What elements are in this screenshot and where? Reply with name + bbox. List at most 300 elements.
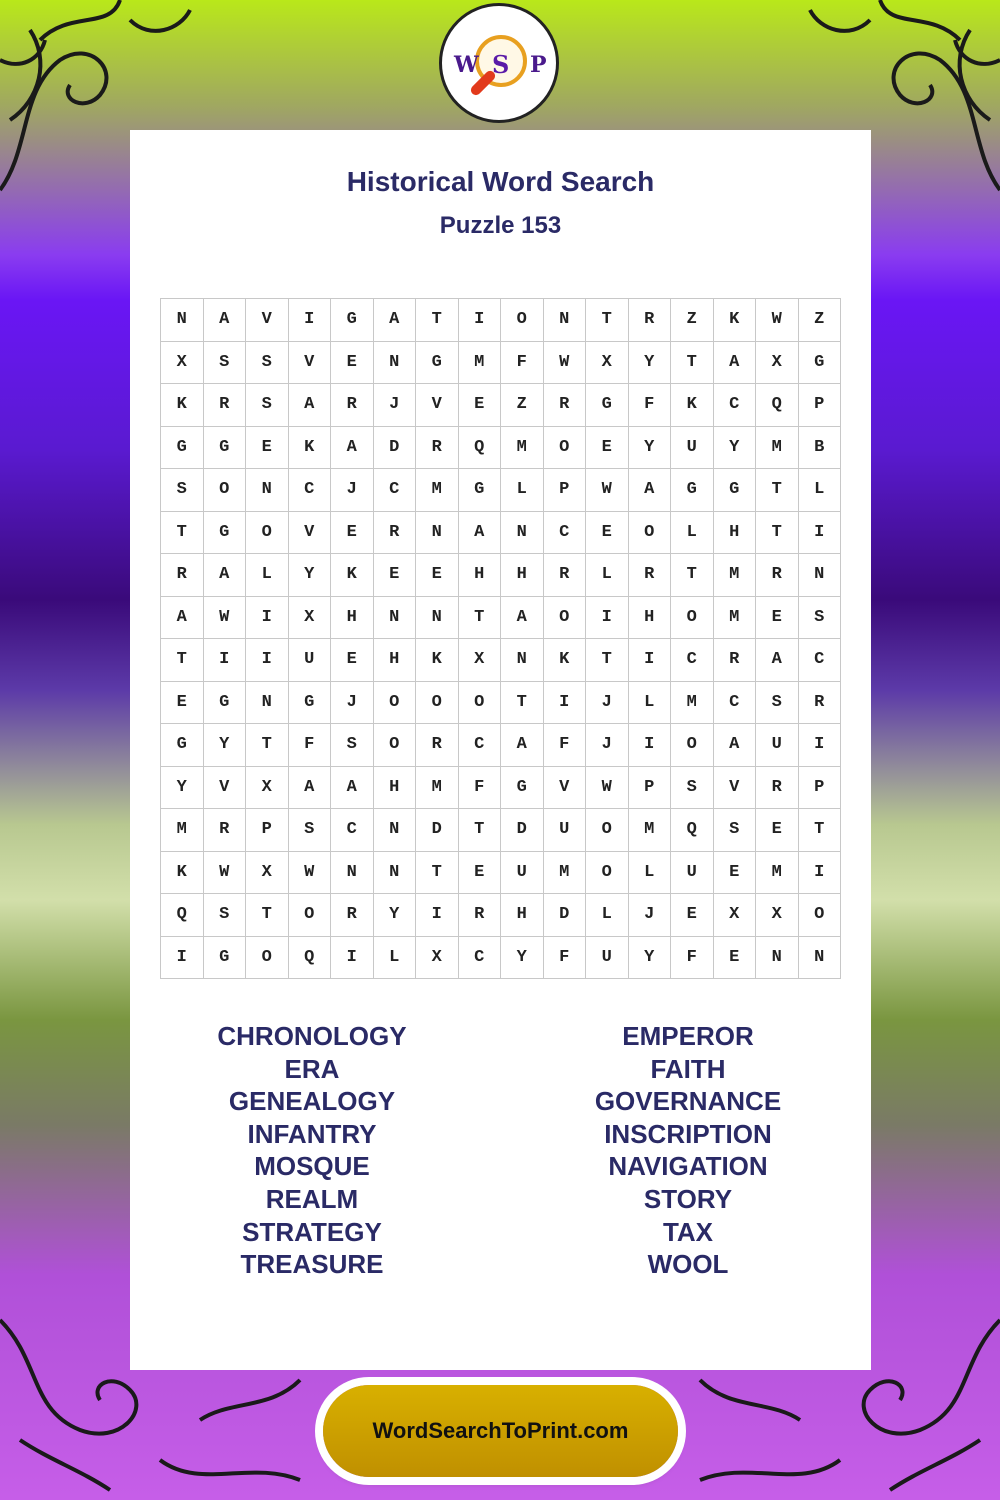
grid-cell[interactable]: T [161,511,204,554]
grid-cell[interactable]: R [713,639,756,682]
grid-cell[interactable]: D [373,426,416,469]
grid-cell[interactable]: N [246,469,289,512]
grid-cell[interactable]: F [288,724,331,767]
grid-cell[interactable]: O [458,681,501,724]
grid-cell[interactable]: R [416,724,459,767]
grid-cell[interactable]: X [586,341,629,384]
grid-cell[interactable]: T [501,681,544,724]
grid-cell[interactable]: T [586,639,629,682]
grid-cell[interactable]: P [543,469,586,512]
grid-cell[interactable]: H [501,894,544,937]
grid-cell[interactable]: Y [628,426,671,469]
word-list-item: GENEALOGY [228,1086,396,1117]
grid-cell[interactable]: P [246,809,289,852]
website-button[interactable] [323,1385,678,1477]
grid-cell[interactable]: M [458,341,501,384]
grid-cell[interactable]: S [246,341,289,384]
word-list-item: INFANTRY [247,1118,377,1149]
grid-cell[interactable]: G [501,766,544,809]
grid-cell[interactable]: I [288,299,331,342]
grid-row [161,341,841,384]
word-list-left [162,1020,462,1281]
grid-cell[interactable]: S [288,809,331,852]
grid-row [161,384,841,427]
grid-cell[interactable]: O [543,426,586,469]
grid-cell[interactable]: A [713,341,756,384]
grid-cell[interactable]: J [331,469,374,512]
grid-cell[interactable]: F [501,341,544,384]
grid-cell[interactable]: U [288,639,331,682]
grid-cell[interactable]: U [586,936,629,979]
grid-cell[interactable]: Q [756,384,799,427]
grid-cell[interactable]: T [756,469,799,512]
grid-cell[interactable]: M [756,851,799,894]
grid-cell[interactable]: J [586,681,629,724]
word-list-item: REALM [265,1183,359,1214]
grid-cell[interactable]: T [416,299,459,342]
grid-cell[interactable]: O [373,681,416,724]
grid-cell[interactable]: E [331,341,374,384]
grid-cell[interactable]: R [161,554,204,597]
grid-cell[interactable]: O [416,681,459,724]
word-list-item: ERA [284,1053,340,1084]
grid-cell[interactable]: D [543,894,586,937]
puzzle-card [130,130,871,1370]
grid-cell[interactable]: U [501,851,544,894]
grid-cell[interactable]: L [628,851,671,894]
grid-cell[interactable]: G [203,511,246,554]
grid-cell[interactable]: S [713,809,756,852]
grid-cell[interactable]: G [203,681,246,724]
grid-cell[interactable]: X [246,851,289,894]
grid-cell[interactable]: B [798,426,841,469]
grid-cell[interactable]: N [798,936,841,979]
grid-cell[interactable]: X [756,894,799,937]
grid-cell[interactable]: T [586,299,629,342]
grid-cell[interactable]: A [331,766,374,809]
grid-cell[interactable]: Y [713,426,756,469]
grid-cell[interactable]: A [458,511,501,554]
grid-cell[interactable]: I [586,596,629,639]
word-list-item: TAX [662,1216,714,1247]
grid-cell[interactable]: I [203,639,246,682]
grid-cell[interactable]: C [331,809,374,852]
grid-cell[interactable]: E [373,554,416,597]
grid-cell[interactable]: N [501,639,544,682]
grid-cell[interactable]: V [713,766,756,809]
grid-cell[interactable]: R [373,511,416,554]
grid-cell[interactable]: P [798,766,841,809]
grid-cell[interactable]: M [671,681,714,724]
grid-cell[interactable]: E [586,511,629,554]
word-list-item: GOVERNANCE [594,1086,782,1117]
grid-cell[interactable]: X [288,596,331,639]
grid-cell[interactable]: Y [288,554,331,597]
grid-cell[interactable]: F [671,936,714,979]
grid-cell[interactable]: J [628,894,671,937]
grid-cell[interactable]: I [543,681,586,724]
grid-cell[interactable]: L [798,469,841,512]
grid-row [161,511,841,554]
grid-cell[interactable]: E [713,936,756,979]
grid-cell[interactable]: C [288,469,331,512]
grid-cell[interactable]: N [373,809,416,852]
grid-cell[interactable]: K [671,384,714,427]
grid-cell[interactable]: T [671,554,714,597]
grid-cell[interactable]: K [161,384,204,427]
grid-cell[interactable]: I [628,724,671,767]
word-list-item: CHRONOLOGY [217,1021,407,1051]
grid-cell[interactable]: C [458,724,501,767]
puzzle-number: Puzzle 153 [439,212,562,239]
grid-cell[interactable]: U [543,809,586,852]
grid-cell[interactable]: R [203,384,246,427]
grid-cell[interactable]: R [203,809,246,852]
logo-letter-s: S [492,50,510,79]
grid-cell[interactable]: X [161,341,204,384]
grid-cell[interactable]: E [671,894,714,937]
grid-cell[interactable]: S [798,596,841,639]
grid-row [161,681,841,724]
grid-cell[interactable]: I [798,851,841,894]
grid-cell[interactable]: S [331,724,374,767]
grid-cell[interactable]: E [416,554,459,597]
grid-cell[interactable]: T [798,809,841,852]
grid-cell[interactable]: Y [161,766,204,809]
grid-cell[interactable]: W [203,851,246,894]
grid-cell[interactable]: L [586,894,629,937]
grid-cell[interactable]: S [203,341,246,384]
grid-cell[interactable]: T [416,851,459,894]
grid-cell[interactable]: Y [203,724,246,767]
word-list-right [538,1020,838,1281]
grid-cell[interactable]: C [373,469,416,512]
grid-cell[interactable]: T [246,724,289,767]
grid-cell[interactable]: L [671,511,714,554]
grid-cell[interactable]: I [161,936,204,979]
grid-cell[interactable]: O [586,809,629,852]
grid-cell[interactable]: Q [161,894,204,937]
grid-cell[interactable]: V [416,384,459,427]
grid-cell[interactable]: N [416,596,459,639]
grid-cell[interactable]: R [798,681,841,724]
grid-row [161,639,841,682]
page-title: Historical Word Search [346,166,655,197]
grid-cell[interactable]: A [161,596,204,639]
grid-cell[interactable]: A [373,299,416,342]
grid-cell[interactable]: H [628,596,671,639]
grid-cell[interactable]: V [203,766,246,809]
grid-cell[interactable]: V [543,766,586,809]
grid-cell[interactable]: N [798,554,841,597]
grid-cell[interactable]: G [671,469,714,512]
grid-cell[interactable]: R [458,894,501,937]
grid-cell[interactable]: R [331,384,374,427]
grid-cell[interactable]: X [713,894,756,937]
logo-letter-w: W [454,52,479,78]
grid-cell[interactable]: Y [373,894,416,937]
grid-cell[interactable]: O [203,469,246,512]
grid-cell[interactable]: N [373,596,416,639]
grid-cell[interactable]: N [501,511,544,554]
word-list-item: WOOL [647,1249,729,1280]
grid-cell[interactable]: O [373,724,416,767]
grid-row [161,894,841,937]
grid-row [161,809,841,852]
grid-cell[interactable]: L [628,681,671,724]
grid-cell[interactable]: C [798,639,841,682]
grid-cell[interactable]: J [586,724,629,767]
grid-cell[interactable]: O [246,511,289,554]
grid-cell[interactable]: L [246,554,289,597]
grid-cell[interactable]: I [246,596,289,639]
grid-cell[interactable]: W [288,851,331,894]
grid-cell[interactable]: M [756,426,799,469]
word-list-item: STORY [643,1183,733,1214]
grid-cell[interactable]: W [586,766,629,809]
grid-cell[interactable]: R [628,299,671,342]
grid-cell[interactable]: L [586,554,629,597]
grid-cell[interactable]: N [373,341,416,384]
grid-cell[interactable]: E [756,596,799,639]
grid-row [161,596,841,639]
grid-cell[interactable]: P [628,766,671,809]
grid-cell[interactable]: V [246,299,289,342]
logo-letter-p: P [530,52,547,78]
grid-cell[interactable]: L [373,936,416,979]
grid-cell[interactable]: R [331,894,374,937]
grid-cell[interactable]: O [586,851,629,894]
grid-row [161,299,841,342]
grid-cell[interactable]: S [671,766,714,809]
grid-row [161,724,841,767]
grid-cell[interactable]: N [756,936,799,979]
grid-cell[interactable]: O [543,596,586,639]
grid-cell[interactable]: G [458,469,501,512]
grid-cell[interactable]: C [713,384,756,427]
grid-cell[interactable]: M [416,766,459,809]
grid-cell[interactable]: U [671,426,714,469]
grid-cell[interactable]: W [586,469,629,512]
grid-cell[interactable]: F [628,384,671,427]
grid-cell[interactable]: C [713,681,756,724]
grid-cell[interactable]: S [161,469,204,512]
grid-cell[interactable]: S [246,384,289,427]
grid-cell[interactable]: E [713,851,756,894]
grid-cell[interactable]: M [501,426,544,469]
grid-cell[interactable]: A [628,469,671,512]
grid-cell[interactable]: Q [671,809,714,852]
grid-cell[interactable]: A [203,299,246,342]
grid-cell[interactable]: M [543,851,586,894]
grid-cell[interactable]: J [373,384,416,427]
grid-cell[interactable]: N [161,299,204,342]
word-list-item: TREASURE [240,1249,384,1280]
letter-grid [160,298,841,979]
grid-cell[interactable]: N [246,681,289,724]
grid-cell[interactable]: U [671,851,714,894]
grid-cell[interactable]: L [501,469,544,512]
grid-cell[interactable]: Y [501,936,544,979]
grid-cell[interactable]: T [756,511,799,554]
grid-cell[interactable]: A [288,766,331,809]
grid-cell[interactable]: K [331,554,374,597]
grid-cell[interactable]: M [628,809,671,852]
grid-cell[interactable]: W [756,299,799,342]
grid-cell[interactable]: G [203,936,246,979]
grid-cell[interactable]: P [798,384,841,427]
grid-cell[interactable]: A [501,724,544,767]
grid-row [161,469,841,512]
wsp-logo[interactable] [439,3,559,123]
grid-cell[interactable]: Z [671,299,714,342]
grid-cell[interactable]: F [458,766,501,809]
grid-cell[interactable]: A [756,639,799,682]
grid-row [161,766,841,809]
grid-cell[interactable]: S [756,681,799,724]
grid-cell[interactable]: T [671,341,714,384]
grid-cell[interactable]: T [246,894,289,937]
grid-cell[interactable]: M [416,469,459,512]
grid-cell[interactable]: I [246,639,289,682]
grid-cell[interactable]: O [288,894,331,937]
grid-row [161,554,841,597]
grid-cell[interactable]: G [161,724,204,767]
grid-cell[interactable]: E [161,681,204,724]
grid-cell[interactable]: I [458,299,501,342]
grid-cell[interactable]: G [161,426,204,469]
grid-cell[interactable]: K [288,426,331,469]
grid-cell[interactable]: G [288,681,331,724]
grid-cell[interactable]: D [501,809,544,852]
grid-cell[interactable]: T [458,596,501,639]
word-list-item: MOSQUE [254,1151,370,1182]
grid-cell[interactable]: R [543,554,586,597]
grid-cell[interactable]: R [543,384,586,427]
grid-cell[interactable]: O [671,596,714,639]
grid-cell[interactable]: S [203,894,246,937]
grid-row [161,851,841,894]
grid-cell[interactable]: X [416,936,459,979]
grid-cell[interactable]: K [713,299,756,342]
grid-cell[interactable]: C [458,936,501,979]
grid-cell[interactable]: E [246,426,289,469]
grid-cell[interactable]: I [628,639,671,682]
grid-cell[interactable]: K [543,639,586,682]
grid-cell[interactable]: H [458,554,501,597]
grid-cell[interactable]: G [798,341,841,384]
word-list-item: STRATEGY [242,1216,382,1247]
grid-cell[interactable]: G [203,426,246,469]
website-label: WordSearchToPrint.com [372,1418,629,1443]
grid-cell[interactable]: A [713,724,756,767]
grid-cell[interactable]: J [331,681,374,724]
grid-cell[interactable]: M [713,554,756,597]
grid-cell[interactable]: I [416,894,459,937]
grid-cell[interactable]: G [586,384,629,427]
grid-cell[interactable]: O [671,724,714,767]
grid-cell[interactable]: H [331,596,374,639]
grid-cell[interactable]: E [756,809,799,852]
grid-cell[interactable]: R [756,766,799,809]
grid-cell[interactable]: A [501,596,544,639]
grid-cell[interactable]: D [416,809,459,852]
grid-cell[interactable]: R [628,554,671,597]
grid-cell[interactable]: M [713,596,756,639]
grid-cell[interactable]: F [543,724,586,767]
grid-cell[interactable]: R [416,426,459,469]
grid-cell[interactable]: K [161,851,204,894]
grid-cell[interactable]: N [543,299,586,342]
grid-cell[interactable]: Z [501,384,544,427]
grid-cell[interactable]: I [798,511,841,554]
grid-cell[interactable]: U [756,724,799,767]
grid-cell[interactable]: I [331,936,374,979]
grid-cell[interactable]: W [203,596,246,639]
grid-cell[interactable]: T [161,639,204,682]
grid-cell[interactable]: E [331,511,374,554]
grid-cell[interactable]: O [628,511,671,554]
grid-cell[interactable]: C [671,639,714,682]
grid-cell[interactable]: X [756,341,799,384]
grid-cell[interactable]: F [543,936,586,979]
grid-cell[interactable]: Y [628,341,671,384]
grid-cell[interactable]: E [458,384,501,427]
grid-cell[interactable]: X [458,639,501,682]
grid-cell[interactable]: H [373,639,416,682]
grid-cell[interactable]: H [373,766,416,809]
grid-cell[interactable]: E [331,639,374,682]
word-list-item: INSCRIPTION [604,1118,772,1149]
grid-cell[interactable]: G [331,299,374,342]
grid-cell[interactable]: T [458,809,501,852]
grid-cell[interactable]: A [288,384,331,427]
grid-cell[interactable]: W [543,341,586,384]
word-list-item: EMPEROR [622,1021,754,1051]
grid-cell[interactable]: H [501,554,544,597]
grid-cell[interactable]: G [416,341,459,384]
word-list-item: NAVIGATION [608,1151,768,1182]
grid-cell[interactable]: R [756,554,799,597]
grid-cell[interactable]: E [586,426,629,469]
grid-cell[interactable]: I [798,724,841,767]
grid-cell[interactable]: N [331,851,374,894]
grid-cell[interactable]: M [161,809,204,852]
grid-cell[interactable]: Z [798,299,841,342]
grid-cell[interactable]: V [288,341,331,384]
word-list-item: FAITH [650,1053,726,1084]
grid-cell[interactable]: A [331,426,374,469]
grid-row [161,426,841,469]
grid-row [161,936,841,979]
grid-cell[interactable]: N [373,851,416,894]
grid-cell[interactable]: E [458,851,501,894]
grid-cell[interactable]: H [713,511,756,554]
grid-cell[interactable]: G [713,469,756,512]
grid-cell[interactable]: A [203,554,246,597]
grid-cell[interactable]: O [501,299,544,342]
grid-cell[interactable]: C [543,511,586,554]
grid-cell[interactable]: X [246,766,289,809]
grid-cell[interactable]: V [288,511,331,554]
grid-cell[interactable]: O [798,894,841,937]
grid-cell[interactable]: Q [458,426,501,469]
grid-cell[interactable]: Y [628,936,671,979]
grid-cell[interactable]: Q [288,936,331,979]
grid-cell[interactable]: N [416,511,459,554]
grid-cell[interactable]: K [416,639,459,682]
grid-cell[interactable]: O [246,936,289,979]
